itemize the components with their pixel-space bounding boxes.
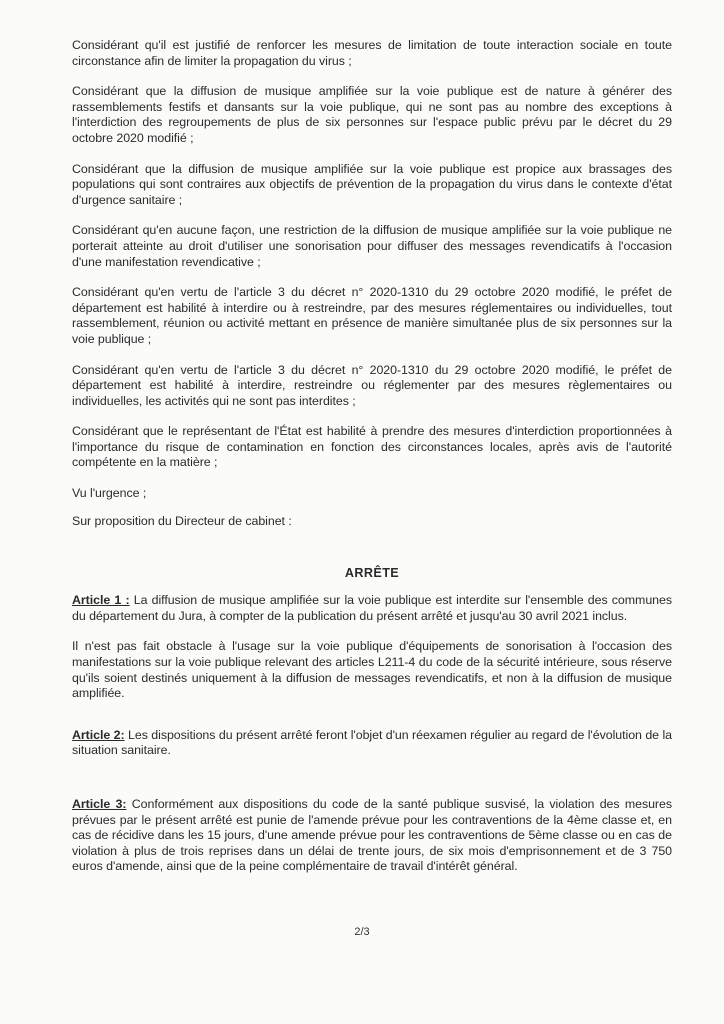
article-3-text: Conformément aux dispositions du code de la santé publique susvisé, la violation des mesures prévues par le présent arrêté est punie de l'amende prévue pour les contraventions de la 4ème classe et, en cas de récidive dans les 15 jours, d'une amende prévue pour les contraventions de 5ème classe ou en cas de violation à plus de trois reprises dans un délai de trente jours, de six mois d'emprisonnement et de 3 750 euros d'amende, ainsi que de la peine complémentaire de travail d'intérêt général.	[72, 797, 672, 874]
article-1	[72, 593, 672, 624]
considerant-paragraph: Considérant qu'il est justifié de renforcer les mesures de limitation de toute interaction sociale en toute circonstance afin de limiter la propagation du virus ;	[72, 38, 672, 68]
article-1-label: Article 1 :	[72, 593, 130, 608]
article-3	[72, 797, 672, 875]
proposition-line: Sur proposition du Directeur de cabinet :	[72, 513, 292, 528]
article-2	[72, 728, 672, 759]
considerant-paragraph: Considérant que le représentant de l'État est habilité à prendre des mesures d'interdiction proportionnées à l'importance du risque de contamination en fonction des circonstances locales, après avis de l'autorité compétente en la matière ;	[72, 424, 672, 470]
page-number: 2/3	[354, 926, 370, 938]
article-1-text: La diffusion de musique amplifiée sur la voie publique est interdite sur l'ensemble des communes du département du Jura, à compter de la publication du présent arrêté et jusqu'au 30 avril 2021 inclus.	[72, 593, 672, 623]
considerant-paragraph: Considérant qu'en aucune façon, une restriction de la diffusion de musique amplifiée sur la voie publique ne porterait atteinte au droit d'utiliser une sonorisation pour diffuser des messages revendicatifs à l'occasion d'une manifestation revendicative ;	[72, 223, 672, 269]
decision-title: ARRÊTE	[344, 566, 400, 581]
document-body	[72, 38, 672, 890]
article-3-label: Article 3:	[72, 797, 127, 811]
vu-urgence: Vu l'urgence ;	[72, 486, 147, 501]
considerant-paragraph: Considérant qu'en vertu de l'article 3 du décret n° 2020-1310 du 29 octobre 2020 modifié, le préfet de département est habilité à interdire, restreindre ou réglementer par des mesures règlementaires ou individuelles, les activités qui ne sont pas interdites ;	[72, 362, 672, 408]
considerant-paragraph: Considérant que la diffusion de musique amplifiée sur la voie publique est propice aux brassages des populations qui sont contraires aux objectifs de prévention de la propagation du virus dans le contexte d'état d'urgence sanitaire ;	[72, 161, 672, 207]
article-2-text: Les dispositions du présent arrêté feront l'objet d'un réexamen régulier au regard de l'évolution de la situation sanitaire.	[72, 727, 672, 758]
article-2-label: Article 2:	[72, 727, 125, 742]
considerant-paragraph: Considérant qu'en vertu de l'article 3 du décret n° 2020-1310 du 29 octobre 2020 modifié, le préfet de département est habilité à interdire ou à restreindre, par des mesures réglementaires ou individuelles, tout rassemblement, réunion ou activité mettant en présence de manière simultanée plus de six personnes sur la voie publique ;	[72, 285, 672, 346]
article-1-paragraph-2: Il n'est pas fait obstacle à l'usage sur la voie publique d'équipements de sonorisation à l'occasion des manifestations sur la voie publique relevant des articles L211-4 du code de la sécurité intérieure, sous réserve qu'ils soient destinés uniquement à la diffusion de messages revendicatifs, et non à la diffusion de musique amplifiée.	[72, 639, 672, 701]
considerant-paragraph: Considérant que la diffusion de musique amplifiée sur la voie publique est de nature à générer des rassemblements festifs et dansants sur la voie publique, qui ne sont pas au nombre des exceptions à l'interdiction des regroupements de plus de six personnes sur l'espace public prévu par le décret du 29 octobre 2020 modifié ;	[72, 84, 672, 145]
